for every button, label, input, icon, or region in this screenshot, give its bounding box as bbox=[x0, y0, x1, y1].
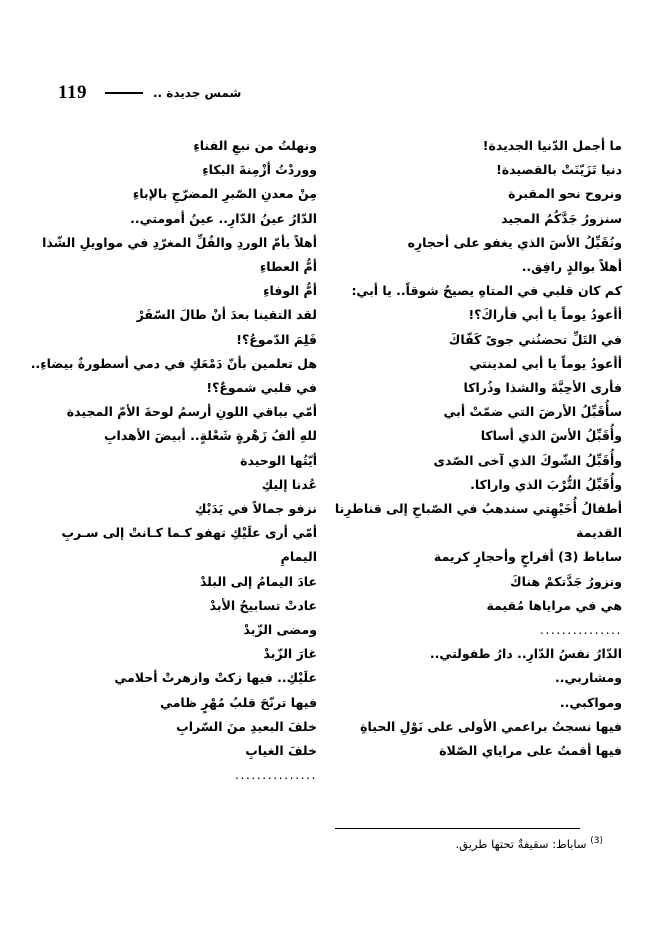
poem-line: أطفالُ أُخَيْهِتي سندهبُ في الصّباحِ إلى قناطرِنا bbox=[334, 501, 622, 517]
header-divider bbox=[105, 92, 143, 94]
poem-line: فأرى الأحِبَّةَ والشذا وذُراكا bbox=[463, 380, 622, 396]
footnote-divider bbox=[335, 828, 580, 829]
poem-line: أمّي أرى علَيْكِ تهفو كـما كـانتْ إلى سـربِ bbox=[61, 525, 317, 541]
poem-line: غارَ الزّبدْ bbox=[263, 646, 317, 662]
poem-line: ساباط (3) أفراحٍ وأحجارٍ كريمة bbox=[433, 549, 622, 565]
poem-line: وأُقَبِّلُ التُّرْبَ الذي واراكا. bbox=[470, 476, 622, 492]
poem-line: الدّارُ نفسُ الدّارِ.. دارُ طفولتي.. bbox=[429, 646, 622, 662]
poem-line: هل تعلمين بأنّ دَمْعَكِ في دمي أسطورةٌ بيضاءِ.. bbox=[30, 355, 317, 371]
poem-line: في التَلِّ تحضنُني جوىً كَفّاكَ bbox=[448, 331, 622, 347]
poem-line: ونهلتُ من نبعِ الفناءِ bbox=[193, 138, 317, 153]
poem-line: ومشاربي.. bbox=[555, 670, 622, 686]
poem-line-dots: ............... bbox=[539, 622, 622, 638]
book-title: شمس جديدة .. bbox=[152, 86, 242, 100]
poem-line: وأُقَبِّلُ الأسَ الذي أساكا bbox=[480, 428, 622, 444]
poem-line: عُدنا إليكِ bbox=[261, 476, 317, 492]
poem-line: أمُّ الوفاءِ bbox=[263, 283, 317, 299]
poem-line: مِنْ معدنِ الصّبرِ المضرّجِ بالإباءِ bbox=[132, 186, 317, 202]
poem-line: خلفَ الغيابِ bbox=[245, 743, 317, 759]
poem-line: علَيْكِ.. فيها زكتْ وازهرتْ أحلامي bbox=[114, 670, 317, 686]
poem-line: ومضى الزّبدْ bbox=[243, 622, 317, 638]
poem-column-right bbox=[334, 134, 630, 824]
poem-line: عادتْ تسابيحُ الأبدْ bbox=[209, 597, 317, 613]
poem-line: فيها نسجتُ براعمي الأولى على نَوْلِ الحياةِ bbox=[360, 718, 622, 734]
poem-line: في قلبي شموعٌ؟! bbox=[206, 380, 317, 396]
footnote bbox=[303, 836, 603, 851]
poem-line: أيّتُها الوحيدة bbox=[240, 452, 317, 468]
poem-body bbox=[30, 134, 630, 824]
poem-line: عادَ اليمامُ إلى البلدْ bbox=[199, 573, 317, 589]
poem-line: فَلِمَ الدّموعُ؟! bbox=[236, 331, 317, 347]
poem-line: فيها أقمتُ على مراياي الصّلاة bbox=[439, 743, 622, 759]
poem-line: لقد التقينا بعدَ أنْ طالَ السّفَرْ bbox=[136, 307, 317, 323]
poem-line: أهلاً بوالدٍ رافِق.. bbox=[521, 259, 622, 275]
footnote-marker: (3) bbox=[590, 836, 603, 846]
poem-line: القديمة bbox=[576, 525, 622, 541]
poem-column-left bbox=[30, 134, 339, 824]
poem-line: أأعودُ يوماً يا أبي لمدينتي bbox=[469, 355, 622, 371]
poem-line: فيها ترنّحَ قلبُ مُهْرٍ ظامي bbox=[160, 694, 317, 710]
poem-line: كم كان قلبي في المتاهِ يصيحُ شوقاً.. يا أبي: bbox=[351, 283, 622, 299]
poem-line: أهلاً بأمّ الوردِ والفُلِّ المغرّدِ في مواويلِ الشّذا bbox=[42, 234, 317, 250]
poem-line: اليمامِ bbox=[280, 549, 317, 565]
poem-line-dots: ............... bbox=[234, 767, 317, 783]
poem-line: نزفو جمالاً في يَدَيْكِ bbox=[194, 501, 317, 517]
poem-line: سنزورُ جَدَّكُمُ المجيد bbox=[501, 210, 622, 226]
page-header bbox=[58, 78, 603, 108]
poem-line: سأُقَبِّلُ الأرضَ التي ضمّتْ أبي bbox=[443, 404, 622, 420]
poem-line: أأعودُ يوماً يا أبي فأراكَ؟! bbox=[468, 307, 622, 323]
poem-line: ونُقَبِّلُ الأسَ الذي يغفو على أحجارِه bbox=[407, 234, 622, 250]
poem-line: وأُقَبِّلُ الشّوكَ الذي آخى الصّدى bbox=[433, 452, 622, 468]
poem-line: للهِ ألفُ زَهْرةٍ شَعْلةٍ.. أبيضَ الأهدابِ bbox=[103, 428, 317, 444]
poem-line: الدّارُ عينُ الدّارِ.. عينُ أمومتي.. bbox=[130, 210, 317, 226]
page-number: 119 bbox=[58, 82, 87, 103]
poem-line: دنيا تَزَيّنَتْ بالقصيدة! bbox=[496, 162, 622, 178]
poem-line: أمُّ العطاءِ bbox=[259, 259, 317, 275]
poem-line: ووردْتُ أزْمِنةَ البكاءِ bbox=[202, 162, 317, 178]
poem-line: ومواكبي.. bbox=[559, 694, 622, 710]
poem-line: أمّي بباقي اللونِ أرسمُ لوحةَ الأمّ المجيدة bbox=[66, 404, 317, 420]
poem-line: ما أجمل الدّنيا الجديدة! bbox=[482, 138, 622, 153]
poem-line: ونروح نحو المقبرة bbox=[508, 186, 622, 202]
poem-line: ونزورُ جَدَّتكمْ هناكَ bbox=[510, 573, 622, 589]
poem-line: خلفَ البعيدِ منَ السّرابِ bbox=[176, 718, 317, 734]
poem-line: هي في مراياها مُقيمة bbox=[486, 597, 622, 613]
footnote-text: ساباط: سقيفةٌ تحتها طريق. bbox=[455, 836, 587, 851]
